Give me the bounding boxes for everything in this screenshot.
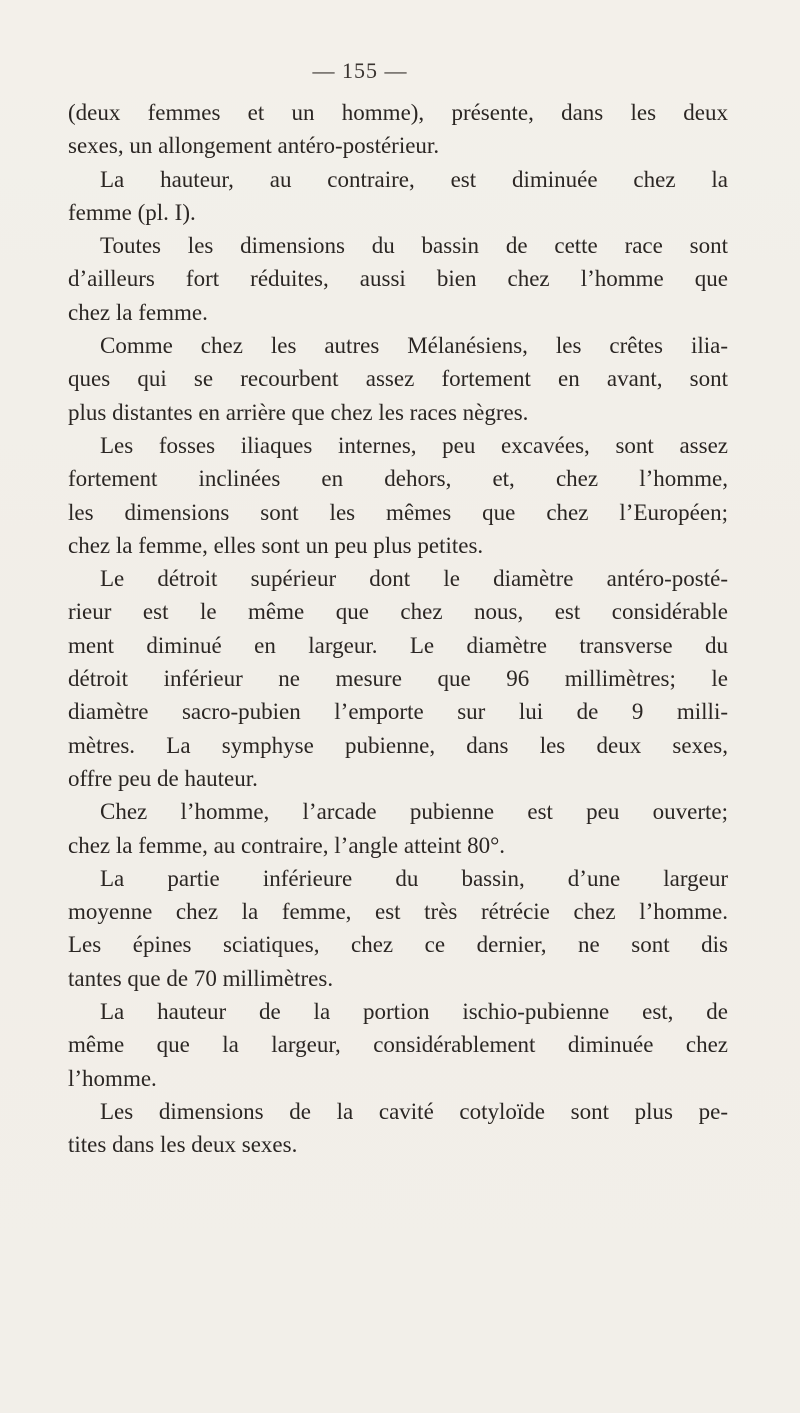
text-line: Les dimensions de la cavité cotyloïde sont plus pe-	[100, 1098, 728, 1124]
text-line: Chez l’homme, l’arcade pubienne est peu ouverte;	[100, 799, 728, 825]
text-line: Comme chez les autres Mélanésiens, les crêtes ilia-	[100, 333, 728, 359]
text-line: Les fosses iliaques internes, peu excavées, sont assez	[100, 432, 728, 458]
text-line: femme (pl. I).	[68, 199, 196, 225]
text-line: Les épines sciatiques, chez ce dernier, ne sont dis	[68, 932, 728, 958]
text-line: même que la largeur, considérablement diminuée chez	[68, 1032, 728, 1058]
text-line: l’homme.	[68, 1065, 157, 1091]
text-line: offre peu de hauteur.	[68, 765, 258, 791]
text-line: chez la femme.	[68, 299, 208, 325]
text-line: chez la femme, au contraire, l’angle atteint 80°.	[68, 832, 506, 858]
text-line: chez la femme, elles sont un peu plus petites.	[68, 532, 484, 558]
text-line: fortement inclinées en dehors, et, chez l’homme,	[68, 466, 728, 492]
text-line: sexes, un allongement antéro-postérieur.	[68, 133, 440, 159]
text-line: (deux femmes et un homme), présente, dans les deux	[68, 100, 728, 125]
text-line: rieur est le même que chez nous, est considérable	[68, 599, 728, 625]
text-line: tites dans les deux sexes.	[68, 1132, 298, 1158]
text-line: les dimensions sont les mêmes que chez l’Européen;	[68, 499, 728, 525]
text-line: Toutes les dimensions du bassin de cette race sont	[100, 233, 728, 259]
text-line: ment diminué en largeur. Le diamètre transverse du	[68, 632, 728, 658]
text-line: tantes que de 70 millimètres.	[68, 965, 334, 991]
text-line: ques qui se recourbent assez fortement en avant, sont	[68, 366, 728, 392]
page-number: — 155 —	[312, 58, 408, 83]
text-line: La hauteur de la portion ischio-pubienne est, de	[100, 999, 728, 1025]
body-text	[68, 96, 728, 1162]
text-line: détroit inférieur ne mesure que 96 millimètres; le	[68, 666, 728, 692]
text-line: d’ailleurs fort réduites, aussi bien chez l’homme que	[68, 266, 728, 292]
text-line: moyenne chez la femme, est très rétrécie chez l’homme.	[68, 899, 728, 925]
text-line: Le détroit supérieur dont le diamètre antéro-posté-	[100, 566, 728, 592]
text-line: La partie inférieure du bassin, d’une largeur	[100, 865, 728, 891]
text-line: mètres. La symphyse pubienne, dans les deux sexes,	[68, 732, 728, 758]
text-line: plus distantes en arrière que chez les races nègres.	[68, 399, 529, 425]
text-line: diamètre sacro-pubien l’emporte sur lui de 9 milli-	[68, 699, 728, 725]
text-line: La hauteur, au contraire, est diminuée chez la	[100, 166, 728, 192]
